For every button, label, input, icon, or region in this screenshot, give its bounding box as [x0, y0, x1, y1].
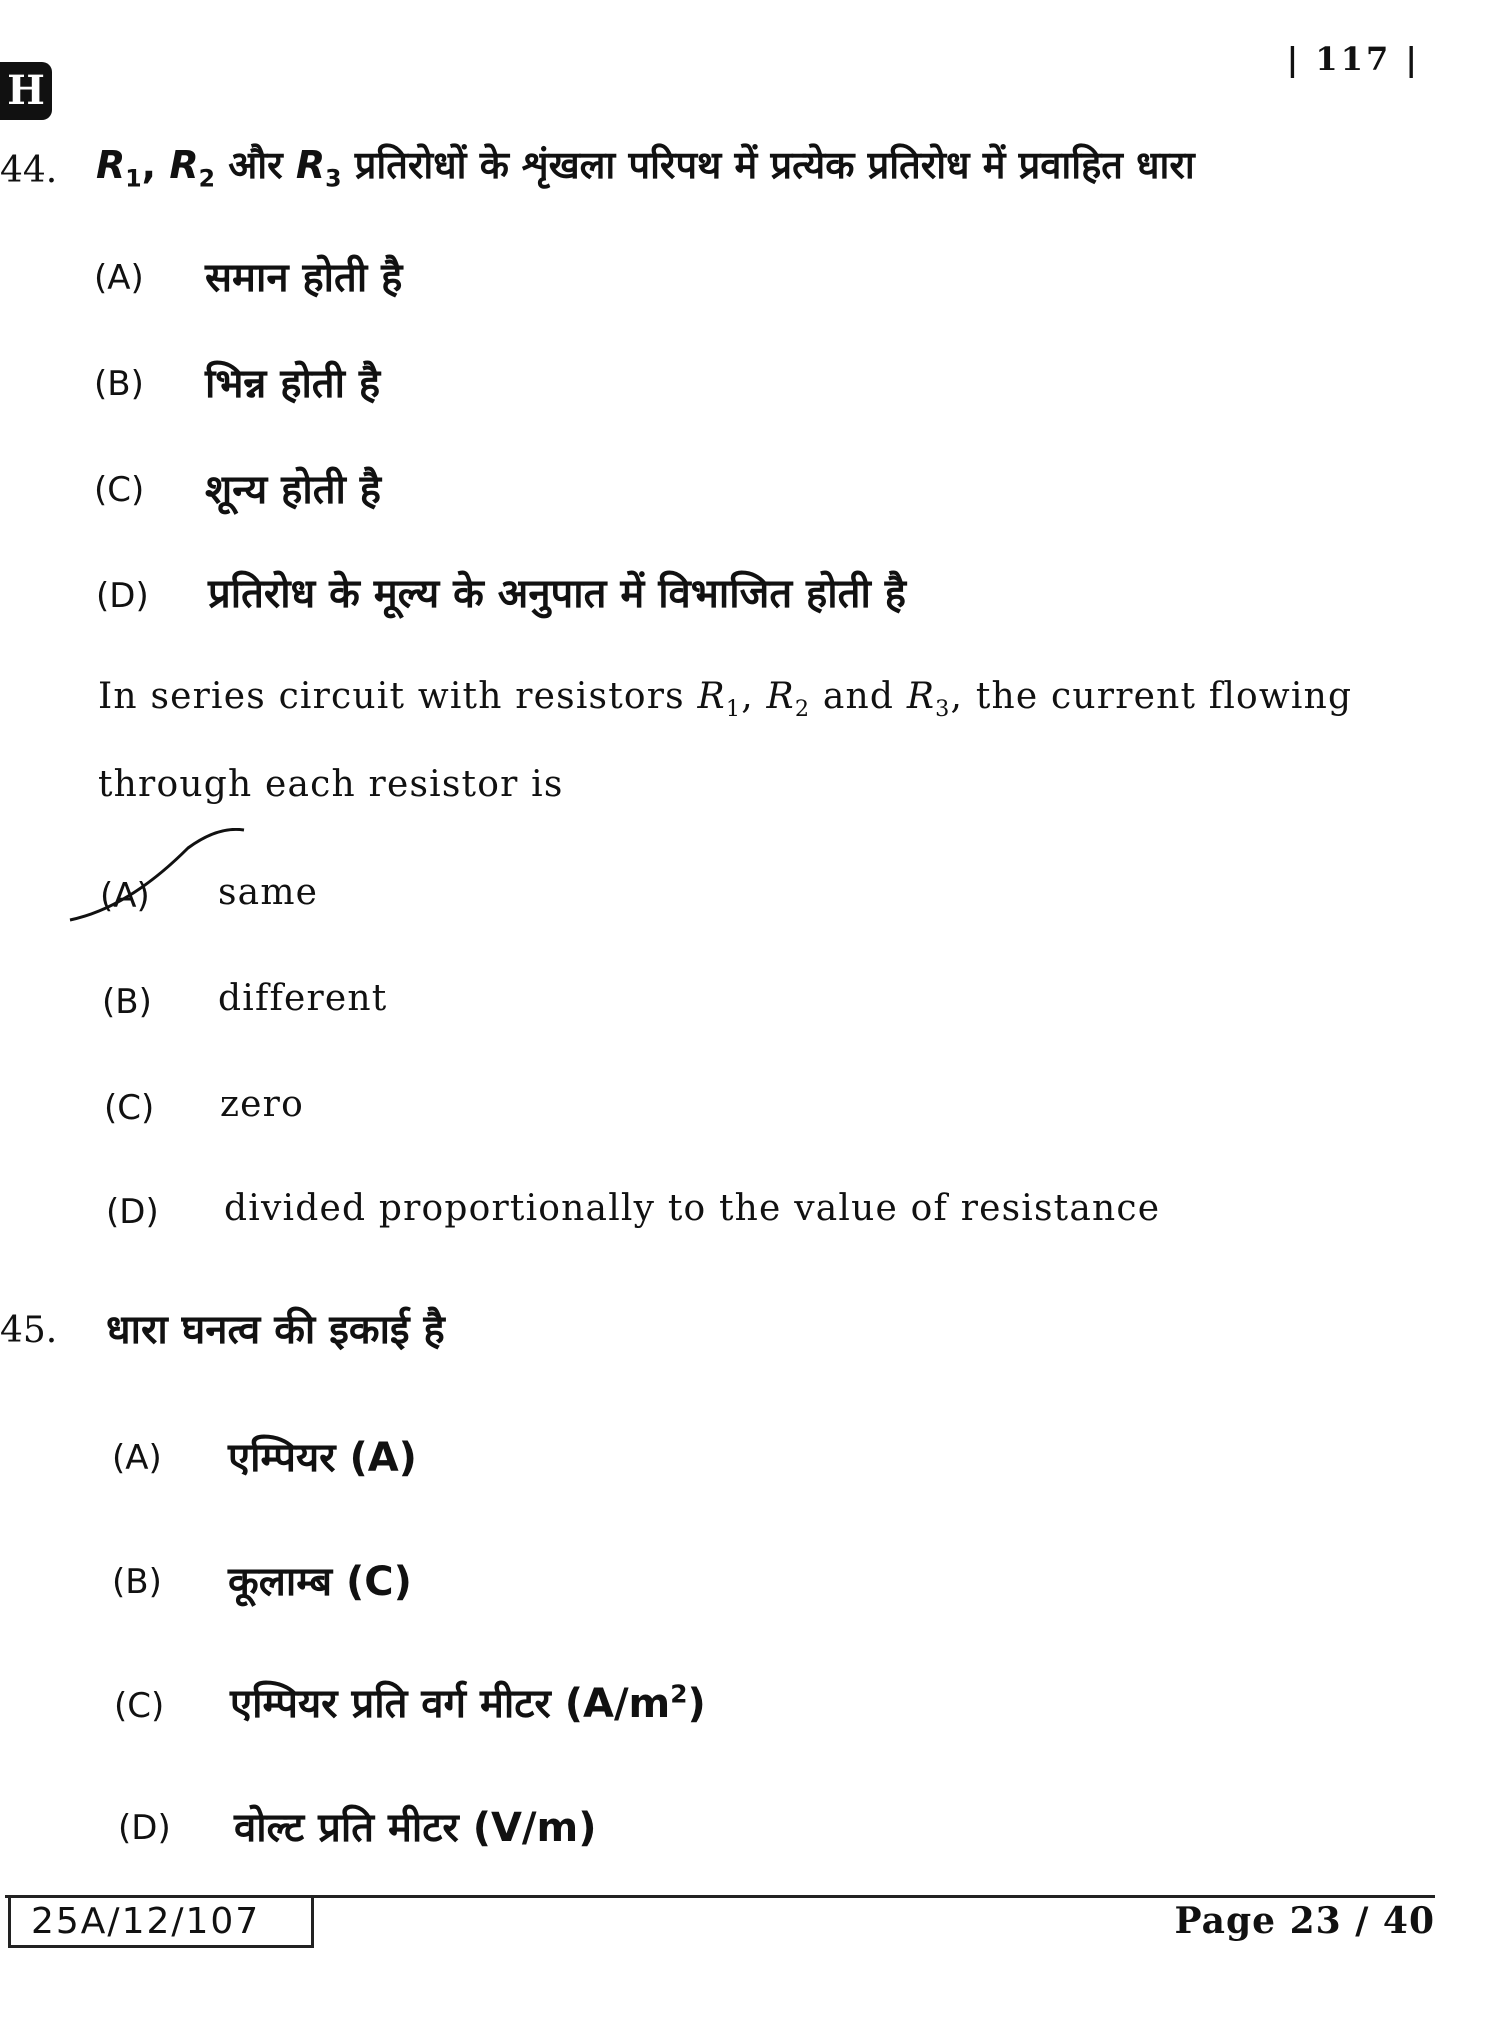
q45-hindi-question: धारा घनत्व की इकाई है: [106, 1307, 445, 1353]
r3-subscript: 3: [325, 164, 342, 193]
r2-subscript: 2: [198, 164, 215, 193]
option-text: एम्पियर (A): [228, 1435, 417, 1481]
r3-symbol: R: [295, 143, 326, 187]
option-text: समान होती है: [205, 255, 403, 301]
option-label: (B): [94, 364, 144, 404]
option-text: different: [218, 978, 388, 1019]
and-word: और: [214, 143, 296, 187]
option-text: zero: [220, 1084, 304, 1125]
option-text: वोल्ट प्रति मीटर (V/m): [234, 1805, 597, 1851]
option-label: (C): [94, 470, 145, 510]
option-label: (B): [112, 1562, 162, 1602]
option-label: (D): [96, 576, 149, 616]
q44-hindi-question: [96, 138, 1195, 193]
r1-symbol: R: [96, 143, 126, 187]
question-text: प्रतिरोधों के शृंखला परिपथ में प्रत्येक प्रतिरोध में प्रवाहित धारा: [341, 143, 1195, 187]
option-text: divided proportionally to the value of resistance: [224, 1188, 1161, 1229]
r1-subscript: 1: [125, 164, 142, 193]
page-number: Page 23 / 40: [1174, 1900, 1435, 1942]
paper-code: 25A/12/107: [8, 1898, 314, 1948]
option-text: भिन्न होती है: [205, 361, 381, 407]
r1-symbol: R: [697, 676, 726, 717]
question-number-45: 45.: [0, 1310, 58, 1351]
option-label: (A): [94, 258, 144, 298]
option-text: शून्य होती है: [205, 467, 382, 513]
section-badge: H: [0, 62, 52, 120]
q44-english-question-line2: through each resistor is: [98, 764, 564, 805]
option-text: कूलाम्ब (C): [228, 1559, 412, 1605]
superscript: 2: [670, 1679, 688, 1709]
question-number-44: 44.: [0, 150, 58, 191]
r2-subscript: 2: [794, 696, 811, 723]
separator: ,: [141, 143, 170, 187]
separator: ,: [741, 676, 767, 717]
r1-subscript: 1: [725, 696, 742, 723]
and-word: and: [810, 676, 907, 717]
option-text-main: एम्पियर प्रति वर्ग मीटर (A/m: [230, 1681, 671, 1727]
r3-subscript: 3: [935, 696, 951, 723]
question-text: In series circuit with resistors: [98, 676, 698, 717]
option-text-tail: ): [687, 1681, 706, 1727]
q44-english-question-line1: [98, 676, 1352, 722]
option-label: (A): [100, 876, 150, 916]
option-label: (D): [118, 1808, 171, 1848]
option-label: (A): [112, 1438, 162, 1478]
option-label: (B): [102, 982, 152, 1022]
r2-symbol: R: [169, 143, 199, 187]
option-label: (C): [114, 1686, 165, 1726]
option-text: [230, 1674, 706, 1729]
option-label: (D): [106, 1192, 159, 1232]
option-label: (C): [104, 1088, 155, 1128]
page-reference: | 117 |: [1286, 40, 1420, 78]
option-text: same: [218, 872, 319, 913]
question-text: , the current flowing: [950, 676, 1353, 717]
r3-symbol: R: [906, 676, 936, 717]
option-text: प्रतिरोध के मूल्य के अनुपात में विभाजित होती है: [208, 571, 906, 617]
r2-symbol: R: [766, 676, 795, 717]
